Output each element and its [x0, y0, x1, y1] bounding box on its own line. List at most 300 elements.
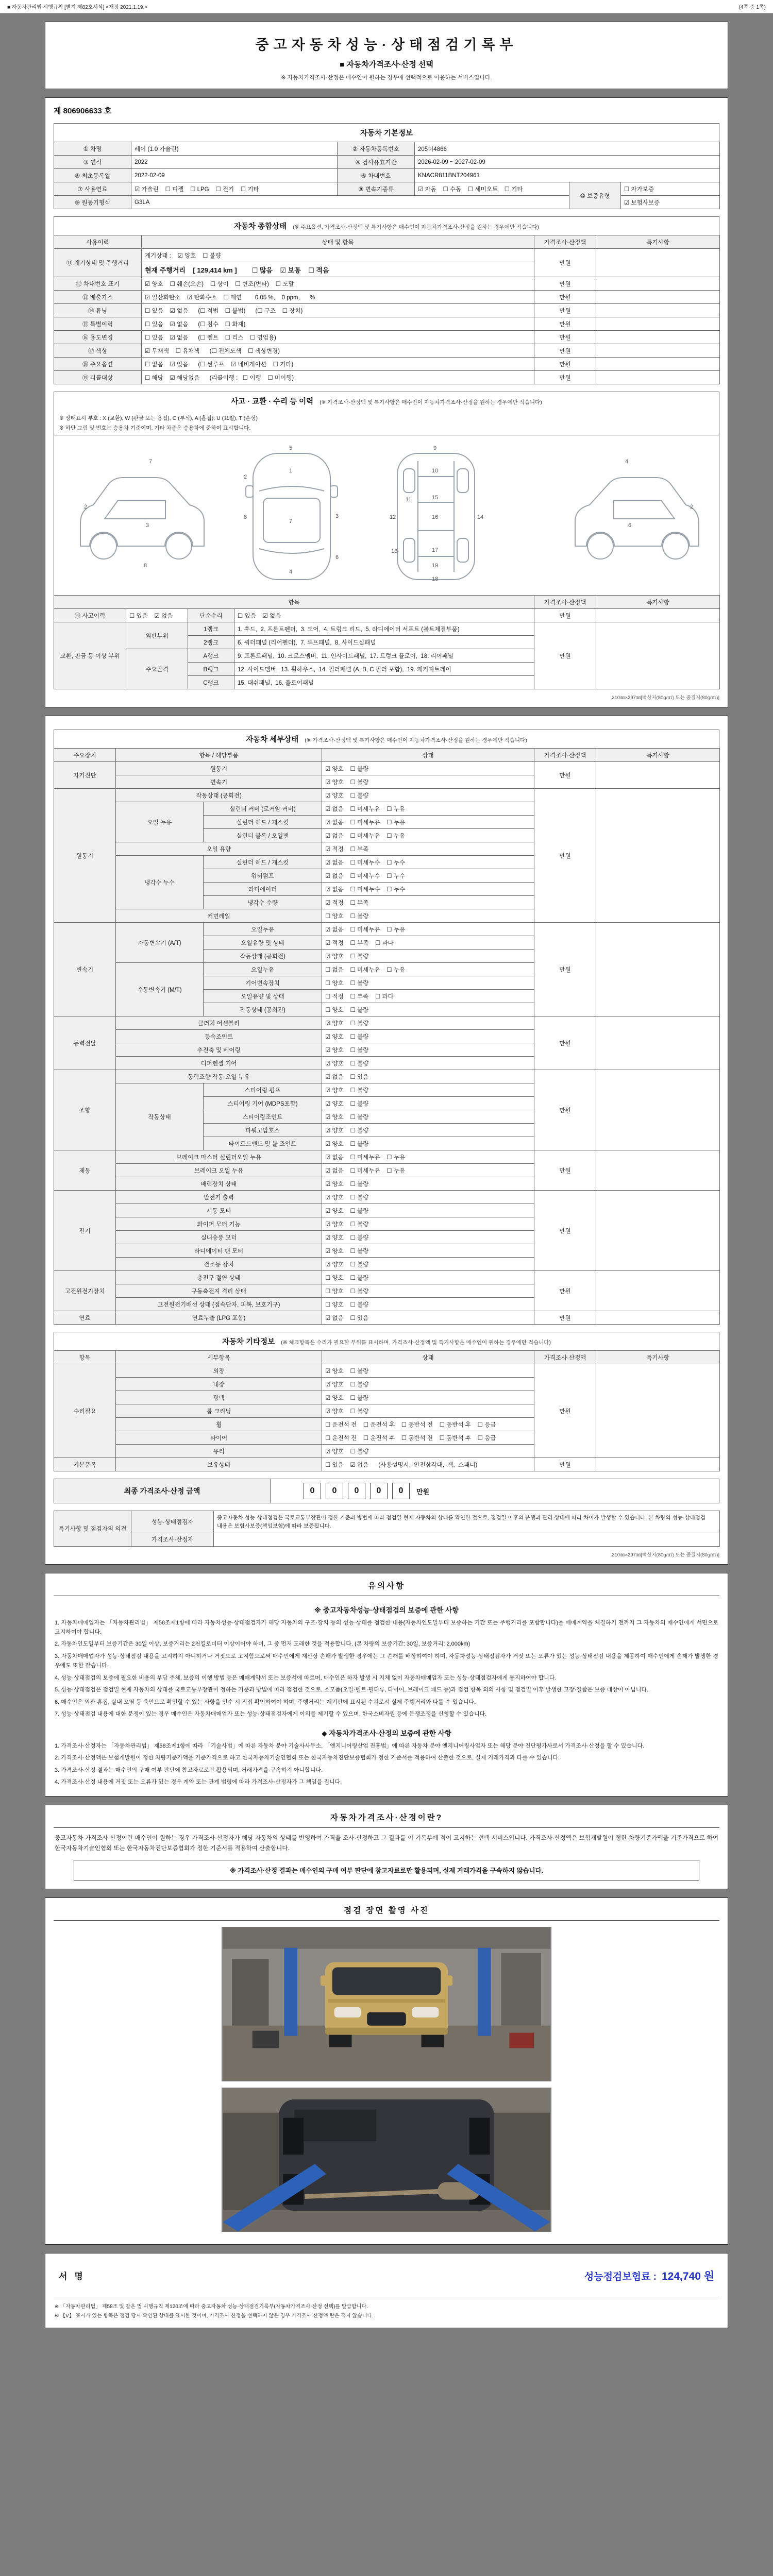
cell: ⑤ 최초등록일: [54, 169, 131, 182]
cell: ⑩ 보증유형: [569, 182, 621, 209]
section-title-overall: [54, 216, 719, 235]
cell: ⑯ 용도변경: [54, 331, 142, 344]
cell: 고전원전기장치: [54, 1271, 116, 1311]
svg-text:13: 13: [391, 548, 398, 554]
cell[interactable]: ☑ 가솔린 ☐ 디젤 ☐ LPG ☐ 전기 ☐ 기타: [131, 182, 338, 196]
notice-item: 7. 성능·상태점검 내용에 대한 분쟁이 있는 경우 매수인은 자동차매매업자 또는 성능·상태점검자에게 이의를 제기할 수 있으며, 한국소비자원 등에 분쟁조정을 신청할 수 있습니다.: [55, 1711, 487, 1718]
cell[interactable]: ☐ 적정 ☐ 부족 ☐ 과다: [322, 990, 534, 1003]
cell: 타이어: [116, 1431, 322, 1445]
svg-text:16: 16: [432, 514, 439, 520]
cell[interactable]: ☐ 양호 ☐ 불량: [322, 909, 534, 923]
cell[interactable]: ☑ 양호 ☐ 불량: [322, 1217, 534, 1231]
cell: 가격조사·산정자: [131, 1533, 214, 1546]
cell: 변속기: [54, 923, 116, 1016]
cell[interactable]: ☑ 양호 ☐ 불량: [322, 1391, 534, 1404]
cell: 만원: [534, 789, 596, 923]
cell[interactable]: ☑ 양호 ☐ 불량: [322, 1097, 534, 1110]
table-row: [54, 344, 720, 358]
cell[interactable]: ☑ 양호 ☐ 불량: [322, 950, 534, 963]
cell[interactable]: ☑ 양호 ☐ 불량: [322, 1231, 534, 1244]
svg-text:2: 2: [84, 504, 88, 510]
svg-text:4: 4: [625, 459, 629, 465]
cell[interactable]: 12. 사이드멤버, 13. 휠하우스, 14. 필러패널 (A, B, C 필러 포함), 19. 패키지트레이: [234, 663, 534, 676]
svg-text:2: 2: [690, 504, 694, 510]
cell: ① 차명: [54, 142, 131, 156]
cell[interactable]: ☑ 양호 ☐ 불량: [322, 789, 534, 802]
cell: ③ 연식: [54, 156, 131, 169]
cell[interactable]: 6. 쿼터패널 (리어펜더), 7. 루프패널, 8. 사이드실패널: [234, 636, 534, 649]
cell: 만원: [534, 317, 596, 331]
cell: 작동상태 (공회전): [204, 950, 322, 963]
cell: 특기사항: [596, 1351, 720, 1364]
paper-spec-note-2: 210㎜×297㎜[백상지(80g/㎡) 또는 중질지(80g/㎡)]: [612, 1552, 719, 1558]
cell: 스티어링조인트: [204, 1110, 322, 1124]
diagram-basis-legend: ※ 하단 그림 및 번호는 승용차 기준이며, 기타 차종은 승용차에 준하여 표시합니다.: [59, 425, 251, 431]
cell: 냉각수 수량: [204, 896, 322, 909]
notice-item: 4. 성능·상태점검의 보증에 필요한 비용의 부담 주체, 보증의 이행 방법 등은 매매계약서 또는 보증서에 따르며, 매수인은 하자 발생 시 지체 없이 자동차매매업자 또는 성능·상태점검자에게 통지하여야 합니다.: [55, 1674, 557, 1681]
cell[interactable]: ☑ 양호 ☐ 불량: [322, 1191, 534, 1204]
cell[interactable]: ☐ 있음 ☑ 없음: [126, 609, 188, 622]
cell: 유리: [116, 1445, 322, 1458]
cell: 작동상태: [116, 1083, 204, 1150]
cell[interactable]: ☐ 자가보증: [621, 182, 720, 196]
cell: 휠: [116, 1418, 322, 1431]
cell[interactable]: ☑ 없음 ☐ 미세누유 ☐ 누유: [322, 923, 534, 936]
cell: 실린더 블록 / 오일팬: [204, 829, 322, 842]
table-row: [54, 277, 720, 291]
cell[interactable]: ☑ 양호 ☐ 불량: [322, 1204, 534, 1217]
lift-post-left: [284, 1948, 297, 2036]
cell: 커먼레일: [116, 909, 322, 923]
cell[interactable]: ☑ 없음 ☐ 미세누유 ☐ 누유: [322, 829, 534, 842]
cell[interactable]: ☐ 있음 ☑ 없음 (☐ 렌트 ☐ 리스 ☐ 영업용): [142, 331, 534, 344]
cell: 파워고압호스: [204, 1124, 322, 1137]
cell: [596, 622, 720, 689]
cell[interactable]: ☑ 보험사보증: [621, 196, 720, 209]
cell[interactable]: ☑ 양호 ☐ 불량: [322, 1110, 534, 1124]
detail-note: (※ 가격조사·산정액 및 특기사항은 매수인이 자동차가격조사·산정을 원하는 경우에만 적습니다): [305, 737, 527, 743]
svg-text:6: 6: [335, 554, 339, 561]
header-card: [45, 22, 728, 89]
svg-text:7: 7: [149, 459, 153, 465]
cell[interactable]: ☑ 양호 ☐ 불량: [322, 1445, 534, 1458]
cell[interactable]: ☑ 없음 ☐ 미세누수 ☐ 누수: [322, 869, 534, 883]
plate-number: 205더4866: [415, 142, 720, 156]
cell[interactable]: ☑ 무채색 ☐ 유채색 (☐ 전체도색 ☐ 색상변경): [142, 344, 534, 358]
cell: 만원: [534, 1150, 596, 1191]
cell[interactable]: ☐ 해당 ☑ 해당없음 (리콜이행 : ☐ 이행 ☐ 미이행): [142, 371, 534, 384]
price-digit[interactable]: 0: [370, 1483, 388, 1499]
cell: [596, 762, 720, 789]
cell[interactable]: ☐ 양호 ☐ 불량: [322, 1284, 534, 1298]
cell[interactable]: ☑ 없음 ☐ 있음: [322, 1311, 534, 1325]
cell: ⑦ 사용연료: [54, 182, 131, 196]
cell: 룸 크리닝: [116, 1404, 322, 1418]
signature-card: [45, 2253, 728, 2328]
notice-item: 5. 성능·상태점검은 점검일 현재 자동차의 상태를 국토교통부장관이 정하는 기준과 방법에 따라 점검한 것으로, 소모품(오일·벨트·필터류, 타이어, 브레이크 패드 등)과 점검 항목 외의 사항 및 점검일 이후 발생한 고장·결함은 보증 대상이 아닙니다.: [55, 1687, 649, 1693]
cell[interactable]: ☑ 없음 ☐ 미세누유 ☐ 누유: [322, 1150, 534, 1164]
document-number: 제 806906633 호: [54, 107, 112, 115]
table-row: [54, 1311, 720, 1325]
cell[interactable]: ☐ 양호 ☐ 불량: [322, 1271, 534, 1284]
cell: 외장: [116, 1364, 322, 1378]
table-row: [54, 291, 720, 304]
cell[interactable]: ☐ 있음 ☑ 없음: [234, 609, 534, 622]
cell[interactable]: ☐ 운전석 전 ☐ 운전석 후 ☐ 동반석 전 ☐ 동반석 후 ☐ 응급: [322, 1418, 534, 1431]
cell: 워터펌프: [204, 869, 322, 883]
cell[interactable]: ☑ 양호 ☐ 불량: [322, 1404, 534, 1418]
cell[interactable]: ☐ 운전석 전 ☐ 운전석 후 ☐ 동반석 전 ☐ 동반석 후 ☐ 응급: [322, 1431, 534, 1445]
table-row: [54, 249, 720, 262]
cell: 세부항목: [116, 1351, 322, 1364]
table-row: [54, 142, 720, 156]
cell: [596, 1191, 720, 1271]
cell[interactable]: 9. 프론트패널, 10. 크로스멤버, 11. 인사이드패널, 17. 트렁크 플로어, 18. 리어패널: [234, 649, 534, 663]
cell: 수리필요: [54, 1364, 116, 1458]
cell: 브레이크 오일 누유: [116, 1164, 322, 1177]
cell: ⑭ 튜닝: [54, 304, 142, 317]
cell: 가격조사·산정액: [534, 235, 596, 249]
cell: 냉각수 누수: [116, 856, 204, 909]
svg-text:10: 10: [432, 468, 439, 474]
car-side-right-outline: [575, 478, 699, 546]
workshop-cabinet: [232, 1959, 269, 2025]
svg-text:14: 14: [477, 514, 484, 520]
final-price-digit-boxes: [294, 1479, 439, 1503]
cell[interactable]: ☑ 없음 ☐ 있음: [322, 1070, 534, 1083]
svg-text:3: 3: [335, 513, 339, 519]
table-row: [54, 1351, 720, 1364]
cell: 1랭크: [188, 622, 234, 636]
notice-items-performance: [54, 1618, 719, 1719]
cell[interactable]: ☑ 양호 ☐ 불량: [322, 1378, 534, 1391]
cell[interactable]: ☐ 있음 ☑ 없음 (☐ 침수 ☐ 화재): [142, 317, 534, 331]
section-title-accident: [54, 392, 719, 410]
cell[interactable]: ☑ 자동 ☐ 수동 ☐ 세미오토 ☐ 기타: [415, 182, 569, 196]
cell[interactable]: ☐ 없음 ☑ 있음 (☐ 썬루프 ☑ 네비게이션 ☐ 기타): [142, 358, 534, 371]
cell: 주요골격: [126, 649, 188, 689]
price-unit-label: 만원: [416, 1487, 430, 1496]
cell: 디퍼렌셜 기어: [116, 1057, 322, 1070]
cell[interactable]: 15. 대쉬패널, 16. 플로어패널: [234, 676, 534, 689]
cell: 실린더 커버 (로커암 커버): [204, 802, 322, 816]
cell: 전기: [54, 1191, 116, 1271]
cell: 가격조사·산정액: [534, 749, 596, 762]
cell: [596, 789, 720, 923]
cell: C랭크: [188, 676, 234, 689]
cell: 광택: [116, 1391, 322, 1404]
notice-item: 2. 자동차인도일부터 보증기간은 30일 이상, 보증거리는 2천킬로미터 이상이어야 하며, 그 중 먼저 도래한 것을 적용합니다. (본 차량의 보증기간: 30일, 보증거리: 2,000km): [55, 1641, 470, 1648]
tire-stack: [253, 2031, 279, 2048]
svg-text:17: 17: [432, 547, 439, 553]
cell: 작동상태 (공회전): [204, 1003, 322, 1016]
insurance-fee-label: 성능점검보험료 :: [584, 2271, 657, 2282]
cell: 특기사항: [596, 749, 720, 762]
cell: 오일 누유: [116, 802, 204, 842]
accident-legend-box: [54, 410, 719, 435]
table-row: [54, 762, 720, 775]
table-row: [54, 1271, 720, 1284]
cell: [596, 1150, 720, 1191]
cell: [596, 1070, 720, 1150]
cell: 연료누출 (LPG 포함): [116, 1311, 322, 1325]
table-row: [54, 1016, 720, 1030]
inspection-photo-underbody: [222, 2088, 551, 2232]
cell: 가격조사·산정액: [534, 596, 596, 609]
cell: 내장: [116, 1378, 322, 1391]
cell[interactable]: ☑ 양호 ☐ 불량: [322, 1016, 534, 1030]
cell: 만원: [534, 1271, 596, 1311]
cell: [596, 317, 720, 331]
table-row: [54, 235, 720, 249]
damage-code-legend: ※ 상태표시 부호 : X (교환), W (판금 또는 용접), C (부식), A (흠집), U (요철), T (손상): [59, 415, 258, 421]
cell[interactable]: ☐ 양호 ☐ 불량: [322, 1003, 534, 1016]
vehicle-diagram-panel: [54, 435, 719, 595]
cell: ⑬ 배출가스: [54, 291, 142, 304]
price-appraisal-option[interactable]: ■ 자동차가격조사·산정 선택: [340, 60, 433, 69]
page2-card: [45, 716, 728, 1565]
cell[interactable]: ☑ 양호 ☐ 불량: [322, 1258, 534, 1271]
cell[interactable]: ☑ 양호 ☐ 불량: [322, 762, 534, 775]
inspector-opinion: 중고자동차 성능·상태점검은 국토교통부장관이 정한 기준과 방법에 따라 점검일 현재 자동차의 상태를 확인한 것으로, 점검일 이후의 운행과 관리 상태에 따라 차이가 발생할 수 있습니다. 본 차량의 성능·상태점검 내용은 보험사보증(책임보험)에 따라 보증됩니다.: [214, 1511, 720, 1533]
etc-info-table: [54, 1350, 720, 1471]
header-note: ※ 자동차가격조사·산정은 매수인이 원하는 경우에 선택적으로 이용하는 서비스입니다.: [281, 75, 492, 81]
cell[interactable]: ☑ 없음 ☐ 미세누유 ☐ 누유: [322, 816, 534, 829]
table-row: [54, 1533, 720, 1546]
signature-label: 서명: [59, 2272, 90, 2282]
cell: 기어변속장치: [204, 976, 322, 990]
notice-title: 유의사항: [54, 1580, 719, 1596]
emission-values[interactable]: ☑ 일산화탄소 ☑ 탄화수소 ☐ 매연 0.05 %, 0 ppm, %: [142, 291, 534, 304]
cell: 스티어링 기어 (MDPS포함): [204, 1097, 322, 1110]
vehicle-underbody: [279, 2099, 494, 2211]
cell: ⑰ 색상: [54, 344, 142, 358]
form-reference: ■ 자동차관리법 시행규칙 [별지 제82호서식] <개정 2021.1.19.>: [7, 5, 148, 10]
cell: ⑧ 변속기종류: [338, 182, 415, 196]
cell: 오일 유량: [116, 842, 322, 856]
notice-item: 3. 자동차매매업자가 성능·상태점검 내용을 고지하지 아니하거나 거짓으로 고지함으로써 매수인에게 재산상 손해가 발생한 경우에는 그 손해를 배상하여야 하며, 자동차성능·상태점검자가 거짓 또는 오류가 있는 성능·상태점검 내용을 제공하여 매수인에게 손해가 발생한 경우에도 또한 같습니다.: [55, 1653, 718, 1669]
cell[interactable]: 1. 후드, 2. 프론트펜더, 3. 도어, 4. 트렁크 리드, 5. 라디에이터 서포트 (볼트체결부품): [234, 622, 534, 636]
cell: ⑪ 계기상태 및 주행거리: [54, 249, 142, 277]
notice-item: 2. 가격조사·산정액은 보험개발원이 정한 차량기준가액을 기준가격으로 하고 한국자동차기술인협회 또는 한국자동차진단보증협회가 정한 기준서를 적용하여 산출한 것으로, 실제 거래가격과 다를 수 있습니다.: [55, 1755, 560, 1761]
model-year: 2022: [131, 156, 338, 169]
notice-heading-performance: ※ 중고자동차성능·상태점검의 보증에 관한 사항: [314, 1606, 459, 1614]
vin: KNACR811BNT204961: [415, 169, 720, 182]
cell: 타이로드엔드 및 볼 조인트: [204, 1137, 322, 1150]
price-digit[interactable]: 0: [348, 1483, 365, 1499]
engine-type: G3LA: [131, 196, 569, 209]
cell: ⑱ 주요옵션: [54, 358, 142, 371]
etc-title: 자동차 기타정보: [222, 1338, 275, 1346]
cell: 동력전달: [54, 1016, 116, 1070]
cell[interactable]: ☐ 양호 ☐ 불량: [322, 1298, 534, 1311]
cell[interactable]: ☑ 양호 ☐ 불량: [322, 775, 534, 789]
cell: 2랭크: [188, 636, 234, 649]
svg-text:19: 19: [432, 563, 439, 569]
cell[interactable]: ☑ 양호 ☐ 불량: [322, 1043, 534, 1057]
cell: ⑮ 특별이력: [54, 317, 142, 331]
notice-items-appraisal: [54, 1741, 719, 1787]
accident-history-table: [54, 595, 720, 689]
cell[interactable]: ☑ 양호 ☐ 불량: [322, 1124, 534, 1137]
cell[interactable]: ☑ 적정 ☐ 부족 ☐ 과다: [322, 936, 534, 950]
table-row: [54, 371, 720, 384]
cell[interactable]: ☑ 양호 ☐ 불량: [322, 1083, 534, 1097]
cell: [596, 1458, 720, 1471]
final-price-row: [54, 1479, 719, 1503]
table-row: [54, 1511, 720, 1533]
signature-row: [54, 2260, 719, 2292]
price-digit[interactable]: 0: [326, 1483, 343, 1499]
cell[interactable]: 계기상태 : ☑ 양호 ☐ 불량: [142, 249, 534, 262]
cell[interactable]: ☑ 적정 ☐ 부족: [322, 896, 534, 909]
overall-status-table: [54, 235, 720, 384]
cell[interactable]: ☑ 양호 ☐ 불량: [322, 1137, 534, 1150]
svg-text:12: 12: [390, 514, 396, 520]
table-row: [54, 156, 720, 169]
cell: 만원: [534, 344, 596, 358]
cell[interactable]: ☑ 없음 ☐ 미세누수 ☐ 누수: [322, 856, 534, 869]
lift-post-right: [478, 1948, 491, 2036]
cell: 실내송풍 모터: [116, 1231, 322, 1244]
svg-text:5: 5: [289, 445, 293, 451]
table-row: [54, 622, 720, 636]
cell: 작동상태 (공회전): [116, 789, 322, 802]
cell: [596, 344, 720, 358]
price-digit[interactable]: 0: [392, 1483, 410, 1499]
detail-status-table: [54, 748, 720, 1325]
workshop-door: [501, 1953, 541, 2026]
table-row: [54, 182, 720, 196]
cell[interactable]: ☑ 없음 ☐ 미세누유 ☐ 누유: [322, 802, 534, 816]
inspection-photo-front: [222, 1927, 551, 2081]
vehicle-name: 레이 (1.0 가솔린): [131, 142, 338, 156]
cell: 수동변속기 (M/T): [116, 963, 204, 1016]
cell: 클러치 어셈블리: [116, 1016, 322, 1030]
svg-text:18: 18: [432, 576, 439, 582]
overall-note: (※ 주요옵션, 가격조사·산정액 및 특기사항은 매수인이 자동차가격조사·산정을 원하는 경우에만 적습니다): [293, 224, 540, 230]
table-row: [54, 358, 720, 371]
cell[interactable]: ☐ 있음 ☑ 없음 (☐ 적법 ☐ 불법) (☐ 구조 ☐ 장치): [142, 304, 534, 317]
cell: 고전원전기배선 상태 (접속단자, 피복, 보호기구): [116, 1298, 322, 1311]
cell[interactable]: ☐ 양호 ☐ 불량: [322, 976, 534, 990]
cell: 만원: [534, 291, 596, 304]
document-root: [45, 22, 728, 2346]
table-row: [54, 1070, 720, 1083]
inspection-period: 2026-02-09 ~ 2027-02-09: [415, 156, 720, 169]
cell: 만원: [534, 331, 596, 344]
svg-text:6: 6: [628, 522, 632, 529]
svg-text:11: 11: [406, 497, 412, 503]
cell[interactable]: ☑ 없음 ☐ 미세누유 ☐ 누유: [322, 1164, 534, 1177]
cell: 오일누유: [204, 963, 322, 976]
basic-info-table: [54, 142, 720, 209]
section-title-detail: [54, 730, 719, 748]
cell[interactable]: ☐ 있음 ☑ 없음 (사용설명서, 안전삼각대, 잭, 스패너): [322, 1458, 534, 1471]
cell: 와이퍼 모터 기능: [116, 1217, 322, 1231]
cell: 만원: [534, 358, 596, 371]
cell: 특기사항: [596, 596, 720, 609]
cell: 만원: [534, 923, 596, 1016]
cell[interactable]: ☑ 양호 ☐ 불량: [322, 1244, 534, 1258]
page-title: 중고자동차성능·상태점검기록부: [255, 37, 518, 53]
cell: B랭크: [188, 663, 234, 676]
cell: 기본품목: [54, 1458, 116, 1471]
cell[interactable]: ☑ 양호 ☐ 불량: [322, 1177, 534, 1191]
pricing-info-card: [45, 1805, 728, 1889]
cell: 만원: [534, 1016, 596, 1070]
cell: 만원: [534, 622, 596, 689]
cell: A랭크: [188, 649, 234, 663]
table-row: [54, 169, 720, 182]
cell[interactable]: ☑ 양호 ☐ 불량: [322, 1030, 534, 1043]
cell[interactable]: ☑ 적정 ☐ 부족: [322, 842, 534, 856]
page1-card: [45, 97, 728, 707]
table-row: [54, 1150, 720, 1164]
final-price-label: 최종 가격조사·산정 금액: [54, 1479, 271, 1503]
accident-title: 사고 · 교환 · 수리 등 이력: [231, 398, 314, 406]
cell: ⑥ 차대번호: [338, 169, 415, 182]
notice-item: ※ 「자동차관리법」 제58조 및 같은 법 시행규칙 제120조에 따라 중고자동차 성능·상태점검기록부(자동차가격조사·산정 선택)를 발급합니다.: [55, 2303, 368, 2310]
cell: 동력조향 작동 오일 누유: [116, 1070, 322, 1083]
table-row: [54, 749, 720, 762]
cell: 주요장치: [54, 749, 116, 762]
cell[interactable]: ☑ 양호 ☐ 불량: [322, 1057, 534, 1070]
cell: [596, 277, 720, 291]
cell[interactable]: ☑ 양호 ☐ 불량: [322, 1364, 534, 1378]
cell: 만원: [534, 609, 596, 622]
svg-text:1: 1: [289, 468, 293, 474]
basic-title: 자동차 기본정보: [360, 129, 413, 138]
cell: 브레이크 마스터 실린더오일 누유: [116, 1150, 322, 1164]
table-row: [54, 1364, 720, 1378]
opinion-table: [54, 1511, 720, 1547]
cell: 라디에이터: [204, 883, 322, 896]
etc-note: (※ 체크항목은 수리가 필요한 부위를 표시하며, 가격조사·산정액 및 특기사항은 매수인이 원하는 경우에만 적습니다): [281, 1340, 551, 1346]
table-row: [54, 317, 720, 331]
cell: [596, 923, 720, 1016]
cell: ⑫ 차대번호 표기: [54, 277, 142, 291]
cell: 오일누유: [204, 923, 322, 936]
cell: 교환, 판금 등 이상 부위: [54, 622, 126, 689]
detail-title: 자동차 세부상태: [246, 736, 299, 744]
vehicle-damage-diagrams[interactable]: [57, 440, 722, 590]
cell: 만원: [534, 304, 596, 317]
svg-text:15: 15: [432, 495, 439, 501]
cell[interactable]: ☐ 없음 ☐ 미세누유 ☐ 누유: [322, 963, 534, 976]
cell: 특기사항: [596, 235, 720, 249]
cell: ⑲ 리콜대상: [54, 371, 142, 384]
cell[interactable]: ☑ 없음 ☐ 미세누수 ☐ 누수: [322, 883, 534, 896]
toolbox: [509, 2033, 534, 2048]
cell: 구동축전지 격리 상태: [116, 1284, 322, 1298]
cell[interactable]: ☑ 양호 ☐ 훼손(오손) ☐ 상이 ☐ 변조(변타) ☐ 도말: [142, 277, 534, 291]
cell: 시동 모터: [116, 1204, 322, 1217]
table-row: [54, 789, 720, 802]
insurance-fee: [584, 2268, 714, 2283]
notice-item: 1. 자동차매매업자는 「자동차관리법」 제58조제1항에 따라 자동차성능·상태점검자가 해당 자동차의 구조·장치 등의 성능·상태를 점검한 내용(자동차인도일부터 보증하는 기간 또는 주행거리를 포함합니다)을 매매계약을 체결하기 전까지 그 자동차의 매수인에게 서면으로 고지하여야 합니다.: [55, 1619, 718, 1635]
photos-title: 점검 장면 촬영 사진: [54, 1904, 719, 1921]
table-row: [54, 1458, 720, 1471]
cell: [596, 609, 720, 622]
current-mileage[interactable]: 현재 주행거리 [ 129,414 km ] ☐ 많음 ☑ 보통 ☐ 적음: [142, 262, 534, 277]
price-digit[interactable]: 0: [304, 1483, 321, 1499]
cell: 추진축 및 베어링: [116, 1043, 322, 1057]
cell: 연료: [54, 1311, 116, 1325]
appraiser-opinion: [214, 1533, 720, 1546]
cell: 스티어링 펌프: [204, 1083, 322, 1097]
section-title-basic: [54, 123, 719, 142]
